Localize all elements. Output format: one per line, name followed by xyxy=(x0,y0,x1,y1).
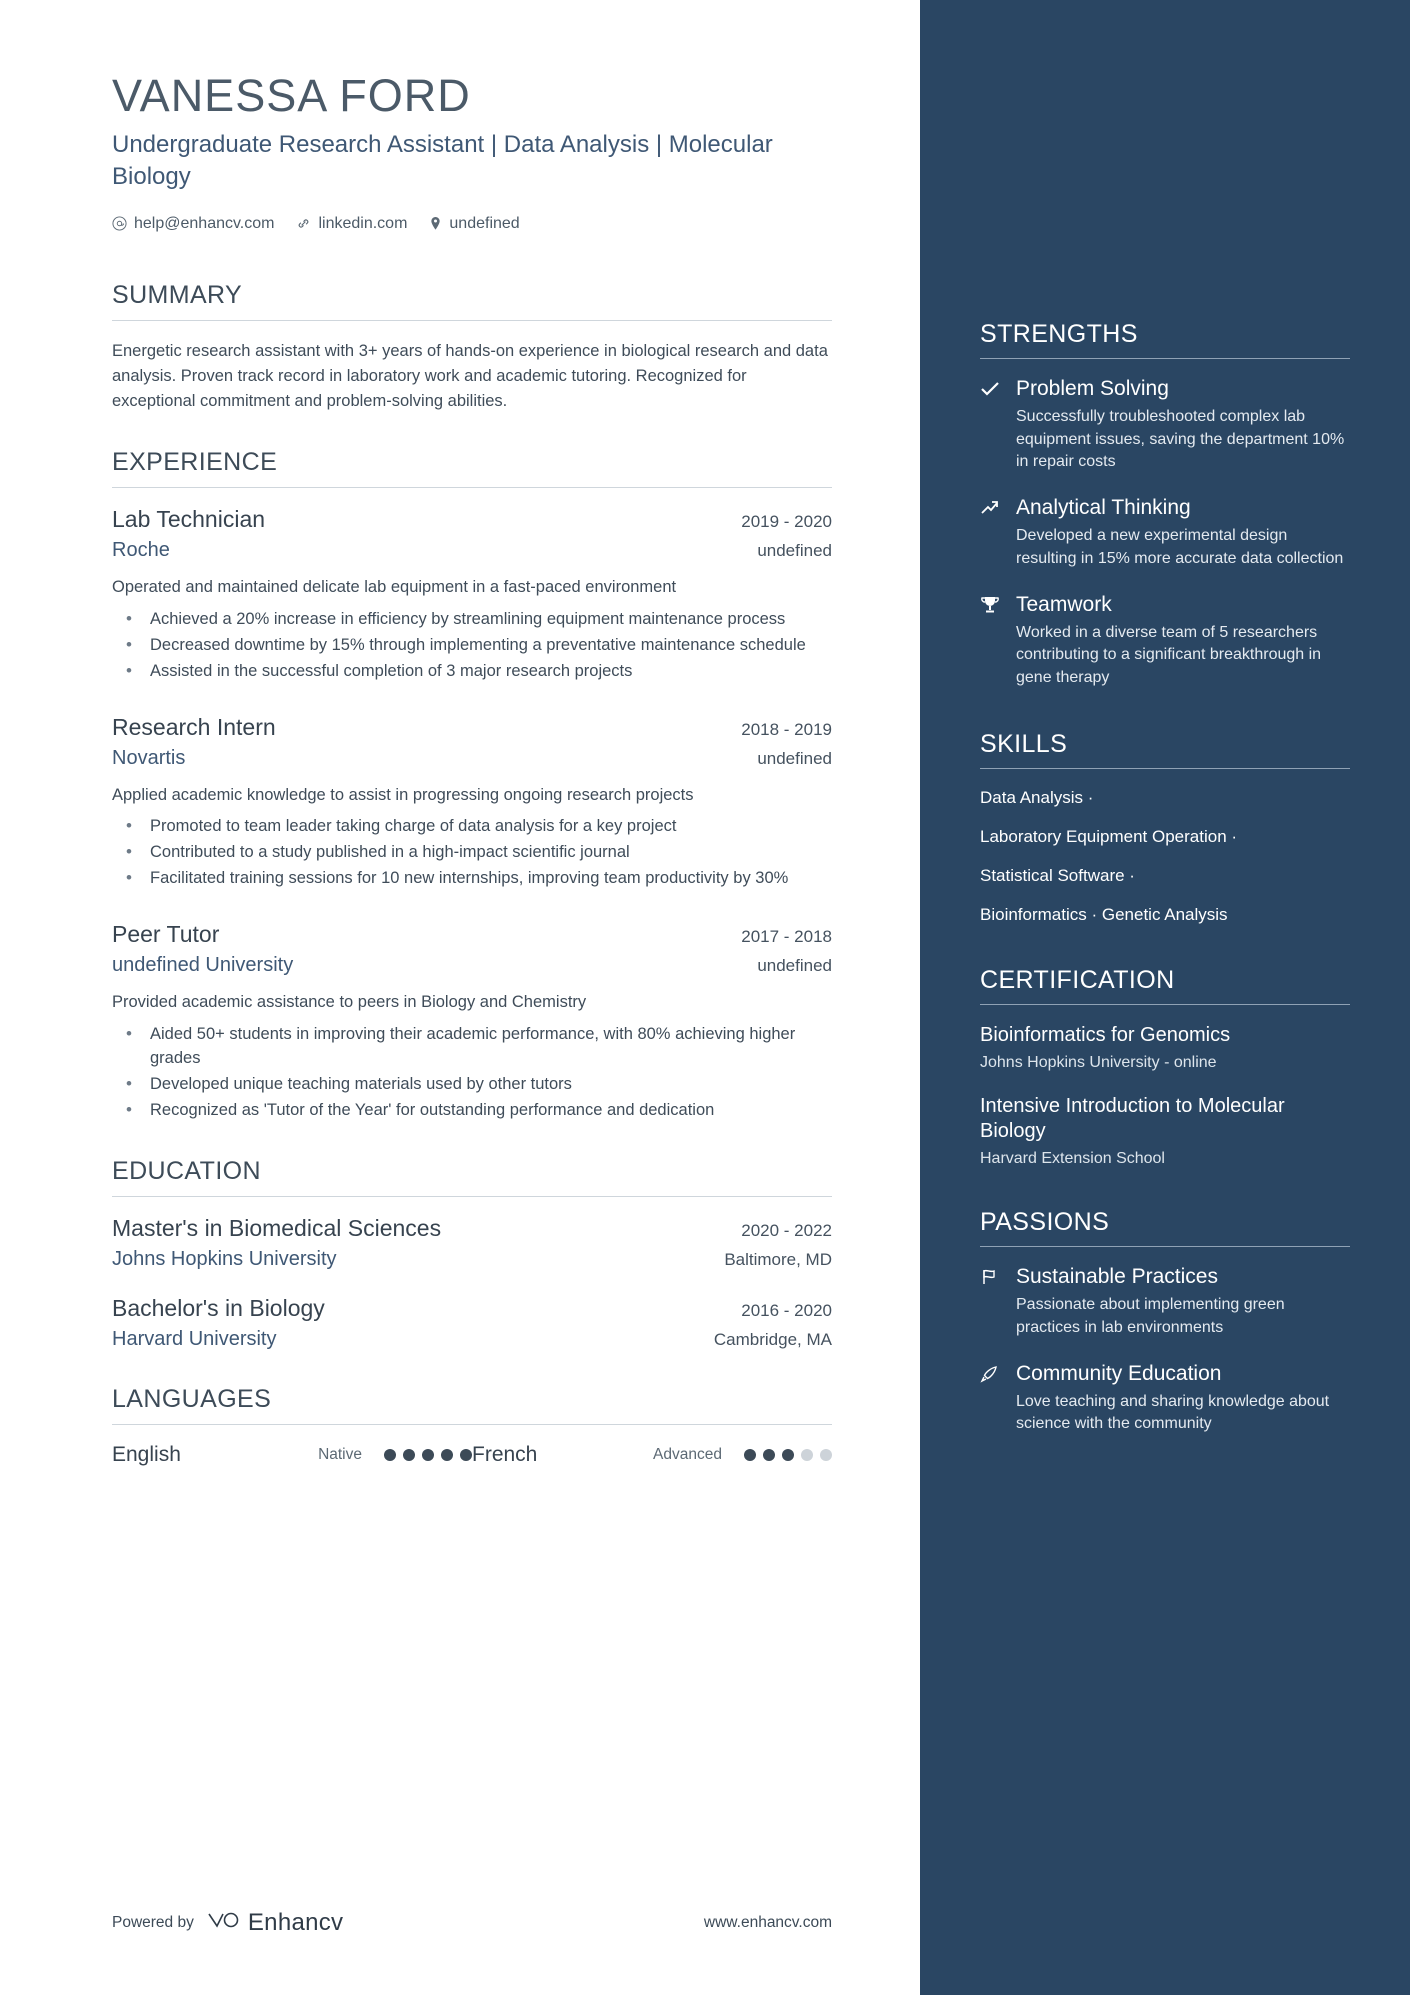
rating-dot xyxy=(441,1449,453,1461)
list-item: • Achieved a 20% increase in efficiency by streamlining equipment maintenance process xyxy=(112,608,832,632)
section-summary xyxy=(112,281,832,414)
experience-bullets xyxy=(112,608,832,684)
contact-location-text: undefined xyxy=(449,214,520,232)
section-education xyxy=(112,1157,832,1351)
experience-location: undefined xyxy=(757,748,832,768)
passion-item xyxy=(980,1362,1350,1436)
skills-list xyxy=(980,787,1350,926)
experience-company: undefined University xyxy=(112,954,294,977)
language-item xyxy=(472,1443,832,1467)
contact-row xyxy=(112,215,832,233)
certification-name: Bioinformatics for Genomics xyxy=(980,1024,1231,1047)
languages-row xyxy=(112,1443,832,1467)
section-title-summary: SUMMARY xyxy=(112,281,832,321)
contact-location xyxy=(429,215,519,233)
experience-entry xyxy=(112,921,832,1123)
list-item: • Promoted to team leader taking charge of data analysis for a key project xyxy=(112,815,832,839)
email-icon xyxy=(112,216,127,231)
contact-link[interactable] xyxy=(296,215,407,233)
section-passions xyxy=(980,1208,1350,1436)
strength-name: Analytical Thinking xyxy=(1016,496,1191,520)
page-title: VANESSA FORD xyxy=(112,70,471,121)
rating-dot xyxy=(422,1449,434,1461)
strength-item xyxy=(980,496,1350,570)
education-degree: Master's in Biomedical Sciences xyxy=(112,1214,442,1241)
passion-name: Community Education xyxy=(1016,1361,1222,1385)
headline: Undergraduate Research Assistant | Data Analysis | Molecular Biology xyxy=(112,131,773,190)
list-item: • Recognized as 'Tutor of the Year' for outstanding performance and dedication xyxy=(112,1099,832,1123)
contact-email[interactable] xyxy=(112,215,274,233)
certification-name: Intensive Introduction to Molecular Biology xyxy=(980,1095,1285,1143)
summary-text: Energetic research assistant with 3+ years of hands-on experience in biological research and data analysis. Proven track record in laboratory work and academic tutoring. Recognized for exceptional commitment and problem-solving abilities. xyxy=(112,341,828,410)
experience-company: Novartis xyxy=(112,746,186,769)
passion-description: Love teaching and sharing knowledge about science with the community xyxy=(1016,1392,1330,1433)
powered-by xyxy=(112,1909,343,1937)
strength-name: Problem Solving xyxy=(1016,377,1169,400)
strength-description: Developed a new experimental design resulting in 15% more accurate data collection xyxy=(1016,527,1344,567)
list-item: • Aided 50+ students in improving their academic performance, with 80% achieving higher grades xyxy=(112,1023,832,1071)
experience-bullets xyxy=(112,1023,832,1123)
language-level: Native xyxy=(318,1445,362,1463)
skill-line: Bioinformatics · Genetic Analysis xyxy=(980,905,1228,925)
chart-arrow-icon xyxy=(980,499,1004,517)
experience-location: undefined xyxy=(757,540,832,560)
language-rating xyxy=(384,1449,472,1461)
education-school: Harvard University xyxy=(112,1327,277,1350)
language-item xyxy=(112,1443,472,1467)
education-date: 2020 - 2022 xyxy=(741,1220,832,1240)
education-date: 2016 - 2020 xyxy=(741,1300,832,1320)
language-name: French xyxy=(472,1442,538,1466)
passion-description: Passionate about implementing green practices in lab environments xyxy=(1016,1296,1285,1336)
education-location: Cambridge, MA xyxy=(713,1329,832,1349)
strength-item xyxy=(980,593,1350,690)
section-certification xyxy=(980,966,1350,1168)
strength-description: Successfully troubleshooted complex lab equipment issues, saving the department 10% in repair costs xyxy=(1016,408,1345,471)
experience-description: Provided academic assistance to peers in Biology and Chemistry xyxy=(112,993,587,1012)
certification-item xyxy=(980,1023,1350,1072)
powered-by-label: Powered by xyxy=(112,1914,194,1931)
brand-name: Enhancv xyxy=(247,1909,344,1936)
certification-issuer: Johns Hopkins University - online xyxy=(980,1054,1217,1072)
experience-role: Peer Tutor xyxy=(112,921,220,948)
rating-dot xyxy=(782,1449,794,1461)
education-location: Baltimore, MD xyxy=(724,1249,832,1269)
rocket-icon xyxy=(980,1365,1004,1383)
experience-entry xyxy=(112,714,832,892)
section-title-languages: LANGUAGES xyxy=(112,1385,832,1425)
experience-role: Lab Technician xyxy=(112,505,266,532)
list-item: • Developed unique teaching materials used by other tutors xyxy=(112,1073,832,1097)
skill-line: Data Analysis · xyxy=(980,787,1094,807)
experience-description: Operated and maintained delicate lab equipment in a fast-paced environment xyxy=(112,577,677,596)
rating-dot-empty xyxy=(801,1449,813,1461)
section-title-skills: SKILLS xyxy=(980,730,1350,769)
experience-bullets xyxy=(112,815,832,891)
certification-issuer: Harvard Extension School xyxy=(980,1150,1165,1168)
language-rating xyxy=(744,1449,832,1461)
strength-name: Teamwork xyxy=(1016,592,1112,616)
rating-dot xyxy=(460,1449,472,1461)
section-title-passions: PASSIONS xyxy=(980,1208,1350,1247)
experience-location: undefined xyxy=(757,956,832,976)
experience-entry xyxy=(112,506,832,684)
experience-description: Applied academic knowledge to assist in progressing ongoing research projects xyxy=(112,785,694,804)
link-icon xyxy=(296,216,311,231)
education-degree: Bachelor's in Biology xyxy=(112,1294,325,1321)
trophy-icon xyxy=(980,595,1004,614)
experience-company: Roche xyxy=(112,538,170,561)
contact-email-text: help@enhancv.com xyxy=(134,214,275,232)
section-title-education: EDUCATION xyxy=(112,1157,832,1197)
footer xyxy=(112,1909,832,1937)
language-level: Advanced xyxy=(653,1445,722,1463)
list-item: • Assisted in the successful completion of 3 major research projects xyxy=(112,660,832,684)
flag-icon xyxy=(980,1268,1004,1286)
location-icon xyxy=(429,216,442,231)
section-title-experience: EXPERIENCE xyxy=(112,448,832,488)
section-languages xyxy=(112,1385,832,1467)
certification-item xyxy=(980,1094,1350,1168)
education-school: Johns Hopkins University xyxy=(112,1247,337,1270)
section-strengths xyxy=(980,320,1350,690)
section-title-strengths: STRENGTHS xyxy=(980,320,1350,359)
strength-item xyxy=(980,377,1350,474)
rating-dot xyxy=(744,1449,756,1461)
experience-date: 2018 - 2019 xyxy=(741,719,832,739)
section-skills xyxy=(980,730,1350,926)
section-title-certification: CERTIFICATION xyxy=(980,966,1350,1005)
experience-date: 2017 - 2018 xyxy=(741,927,832,947)
section-experience xyxy=(112,448,832,1123)
skill-line: Laboratory Equipment Operation · xyxy=(980,826,1238,846)
experience-date: 2019 - 2020 xyxy=(741,511,832,531)
experience-role: Research Intern xyxy=(112,713,276,740)
strength-description: Worked in a diverse team of 5 researchers contributing to a significant breakthrough in gene therapy xyxy=(1016,623,1322,687)
education-entry xyxy=(112,1295,832,1351)
list-item: • Decreased downtime by 15% through implementing a preventative maintenance schedule xyxy=(112,634,832,658)
passion-name: Sustainable Practices xyxy=(1016,1265,1218,1289)
enhancv-logo-icon xyxy=(206,1909,240,1937)
brand[interactable] xyxy=(206,1909,344,1937)
website-url[interactable]: www.enhancv.com xyxy=(703,1914,832,1931)
check-icon xyxy=(980,381,1004,397)
rating-dot-empty xyxy=(820,1449,832,1461)
resume-sidebar xyxy=(920,0,1410,1995)
list-item: • Contributed to a study published in a high-impact scientific journal xyxy=(112,841,832,865)
rating-dot xyxy=(763,1449,775,1461)
language-name: English xyxy=(112,1442,181,1466)
education-entry xyxy=(112,1215,832,1271)
list-item: • Facilitated training sessions for 10 new internships, improving team productivity by 30% xyxy=(112,867,832,891)
rating-dot xyxy=(384,1449,396,1461)
passion-item xyxy=(980,1265,1350,1339)
contact-link-text: linkedin.com xyxy=(318,214,408,232)
skill-line: Statistical Software · xyxy=(980,865,1135,885)
rating-dot xyxy=(403,1449,415,1461)
